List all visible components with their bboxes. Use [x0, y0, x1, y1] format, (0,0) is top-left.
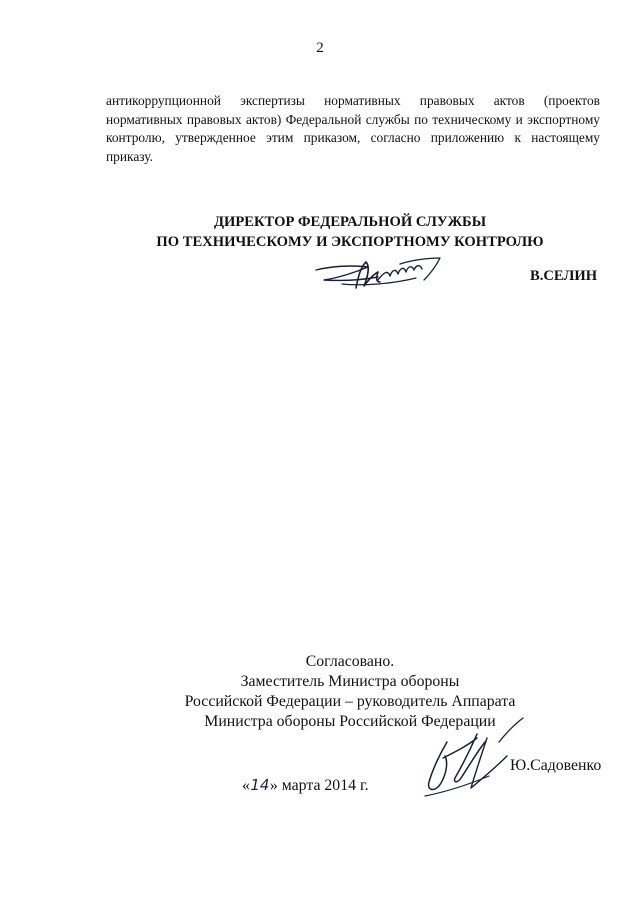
approval-date [242, 776, 369, 795]
body-paragraph: антикоррупционной экспертизы нормативных правовых актов (проектов нормативных правовых актов) Федеральной службы по техническому и экспортному контролю, утвержденное этим приказом, согласно приложению к настоящему приказу. [106, 93, 600, 164]
signatory-title-line-2: ПО ТЕХНИЧЕСКОМУ И ЭКСПОРТНОМУ КОНТРОЛЮ [156, 233, 544, 250]
signatory-name: В.СЕЛИН [530, 268, 598, 284]
approval-line-2: Заместитель Министра обороны [240, 673, 460, 690]
date-close-quote: » [269, 777, 278, 794]
approval-line-4: Министра обороны Российской Федерации [204, 713, 496, 730]
approver-name: Ю.Садовенко [510, 757, 602, 774]
director-signature [312, 250, 454, 298]
signatory-title-line-1: ДИРЕКТОР ФЕДЕРАЛЬНОЙ СЛУЖБЫ [213, 214, 487, 230]
date-month-year: марта 2014 г. [281, 777, 369, 794]
date-day-handwritten: 14 [250, 776, 270, 794]
signatory-title [120, 213, 580, 252]
approval-line-3: Российской Федерации – руководитель Аппарата [184, 693, 516, 710]
page-number: 2 [316, 40, 324, 56]
date-open-quote: « [242, 777, 250, 794]
approval-line-1: Согласовано. [305, 653, 395, 670]
